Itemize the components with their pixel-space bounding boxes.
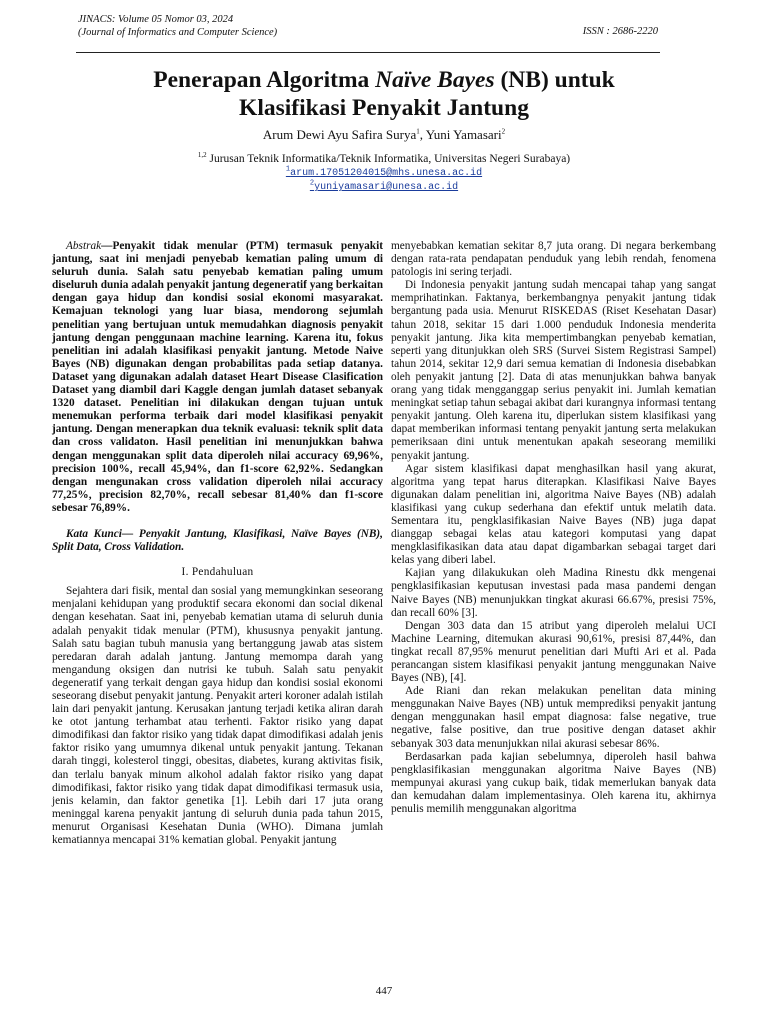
title-part2: (NB) untuk [494,67,615,93]
title-part1: Penerapan Algoritma [153,67,376,93]
author-separator: , [419,127,426,142]
body-paragraph-1: menyebabkan kematian sekitar 8,7 juta orang. Di negara berkembang dengan rata-rata pendapatan penduduk yang lebih rendah, fenomena patologis ini sering terjadi. [391,240,716,279]
affiliation [60,153,708,165]
email-1-link[interactable]: arum.17051204015@mhs.unesa.ac.id [290,168,483,179]
abstract-label: Abstrak [66,240,102,252]
email-1-sup: 1 [285,165,291,174]
author-2: Yuni Yamasari [425,127,502,142]
body-paragraph-7: Berdasarkan pada kajian sebelumnya, diperoleh hasil bahwa pengklasifikasian menggunakan algoritma Naive Bayes (NB) mempunyai akurasi yang cukup baik, tidak memerlukan banyak data dan kemudahan dalam implementasinya. Oleh karena itu, akhirnya penulis memilih menggunakan algoritma [391,750,716,816]
right-column [391,240,716,816]
body-paragraph-2: Di Indonesia penyakit jantung sudah mencapai tahap yang sangat memprihatinkan. Faktanya, berkembangnya penyakit jantung tidak bergantung pada usia. Menurut RISKEDAS (Riset Kesehatan Dasar) tahun 2018, sekitar 15 dari 1.000 penduduk Indonesia menderita penyakit jantung. Jika kita mempertimbangkan penyebab kematian, seperti yang ditunjukkan oleh SRS (Survei Sistem Registrasi Sampel) tahun 2014, sekitar 12,9 dari semua kematian di Indonesia disebabkan oleh penyakit jantung [2]. Data di atas menunjukkan bahwa banyak orang yang tidak mengganggap serius penyakit ini. Jumlah kematian meningkat setiap tahun sebagai akibat dari kurangnya informasi tentang penyakit jantung. Oleh karena itu, diperlukan sistem klasifikasi yang dapat memberikan informasi tentang penyakit jantung serta melakukan pemeriksaan dini untuk menentukan apakah seseorang memiliki penyakit jantung. [391,279,716,462]
header-divider [76,52,660,53]
affiliation-text: Jurusan Teknik Informatika/Teknik Informatika, Universitas Negeri Surabaya) [206,153,571,165]
abstract-text: —Penyakit tidak menular (PTM) termasuk penyakit jantung, saat ini menjadi penyebab kematian paling umum di seluruh dunia. Salah satu penyebab kematian paling umum diseluruh dunia adalah penyakit jantung degeneratif yang berkaitan dengan gaya hidup dan kondisi sosial ekonomi masyarakat. Kemajuan teknologi yang luar biasa, mendorong sejumlah penelitian yang bertujuan untuk memudahkan diagnosis penyakit jantung dengan penggunaan machine learning. Karena itu, fokus penelitian ini adalah klasifikasi penyakit jantung. Metode Naive Bayes (NB) digunakan dengan probabilitas pada setiap datanya. Dataset yang digunakan adalah dataset Heart Disease Clasification Dataset yang diambil dari Kaggle dengan jumlah dataset sebanyak 1320 dataset. Penelitian ini dilakukan dengan tujuan untuk menemukan performa terbaik dari model klasifikasi penyakit jantung. Dengan menerapkan dua teknik evaluasi: teknik split data dan cross validaton. Hasil penelitian ini menunjukkan bahwa dengan menggunakan split data diperoleh nilai accuracy 69,96%, precision 100%, recall 45,94%, dan f1-score 62,92%. Sedangkan dengan mengunakan cross validation diperoleh nilai accuracy 77,25%, precision 82,70%, recall sebesar 81,40% dan f1-score sebesar 76,89%. [52,240,383,514]
keywords: Kata Kunci— Penyakit Jantung, Klasifikasi, Naïve Bayes (NB), Split Data, Cross Validation. [52,527,383,554]
page-number: 447 [375,985,393,997]
journal-header [78,13,277,39]
title-italic: Naïve Bayes [375,67,495,93]
intro-paragraph-1: Sejahtera dari fisik, mental dan sosial yang memungkinkan seseorang menjalani kehidupan yang produktif secara ekonomi dan social dikenal dengan kesehatan. Saat ini, penyebab kematian utama di seluruh dunia adalah penyakit tidak menular (PTM), khususnya penyakit jantung. Salah satu bagian tubuh manusia yang bertanggung jawab atas sistem peredaran darah adalah jantung. Jantung memompa darah yang mengandung oksigen dan nutrisi ke tubuh. Salah satu penyakit degeneratif yang terkait dengan gaya hidup dan kondisi sosial ekonomi seseorang disebut penyakit jantung. Penyakit arteri koroner adalah istilah lain dari penyakit jantung. Kerusakan jantung terjadi ketika aliran darah ke otot jantung terhambat atau terhenti. Faktor risiko yang dapat dimodifikasi dan faktor risiko yang tidak dapat dimodifikasi adalah jenis faktor risiko yang umumnya dikenal untuk penyakit jantung. Tekanan darah tinggi, kolesterol tinggi, obesitas, diabetes, kurang aktivitas fisik, dan terlalu banyak minum alkohol adalah faktor risiko yang dapat dimodifikasi, faktor risiko yang tidak dapat dimodifikasi termasuk usia, jenis kelamin, dan faktor genetika [1]. Lebih dari 17 juta orang meninggal karena penyakit jantung di seluruh dunia pada tahun 2015, menurut Organisasi Kesehatan Dunia (WHO). Dimana jumlah kematiannya mencapai 31% kematian global. Penyakit jantung [52,585,383,847]
title-line2: Klasifikasi Penyakit Jantung [239,95,529,121]
email-line-1[interactable] [60,165,708,179]
affiliation-sup: 1,2 [197,151,207,160]
email-line-2[interactable] [60,179,708,193]
paper-title [60,66,708,122]
author-2-sup: 2 [501,127,506,136]
body-paragraph-6: Ade Riani dan rekan melakukan penelitan data mining menggunakan Naive Bayes (NB) untuk memprediksi penyakit jantung dengan menggunakan hasil empat diagnosa: false negative, true negative, false positive, dan true positive dengan dataset akhir sebanyak 303 data menunjukkan nilai akurasi sebesar 86%. [391,685,716,750]
issn: ISSN : 2686-2220 [582,26,658,37]
journal-volume: JINACS: Volume 05 Nomor 03, 2024 [78,14,234,25]
body-paragraph-4: Kajian yang dilakukukan oleh Madina Rinestu dkk mengenai pengklasifikasian keputusan investasi pada masa pandemi dengan Naive Bayes (NB) menunjukkan tingkat akurasi 66.67%, presisi 75%, dan recall 60% [3]. [391,567,716,619]
authors [60,127,708,143]
email-2-link[interactable]: yuniyamasari@unesa.ac.id [314,182,459,193]
journal-name: (Journal of Informatics and Computer Science) [78,27,278,38]
section-heading-introduction: I. Pendahuluan [181,566,254,579]
email-2-sup: 2 [309,179,315,188]
body-paragraph-5: Dengan 303 data dan 15 atribut yang diperoleh melalui UCI Machine Learning, ditemukan akurasi 90,61%, presisi 87,44%, dan tingkat recall 87,95% menurut penelitian dari Mufti Ari et al. Pada perancangan sistem klasifikasi penyakit jantung menggunakan Naive Bayes (NB), [4]. [391,619,716,685]
author-1: Arum Dewi Ayu Safira Surya [262,127,417,142]
abstract [52,240,383,515]
author-1-sup: 1 [416,127,420,136]
left-column [52,240,383,847]
body-paragraph-3: Agar sistem klasifikasi dapat menghasilkan hasil yang akurat, algoritma yang tepat harus diterapkan. Klasifikasi Naive Bayes digunakan dalam penelitian ini, algoritma Naive Bayes (NB) adalah klasifikasi yang cukup sederhana dan efektif untuk melatih data. Sementara itu, pengklasifikasian Naive Bayes (NB) juga dapat dianggap sebagai kelas atau kategori komputasi yang dapat mengklasifikasikan data atau dapat digambarkan sebagai target dari kelas yang diberi label. [391,462,716,567]
